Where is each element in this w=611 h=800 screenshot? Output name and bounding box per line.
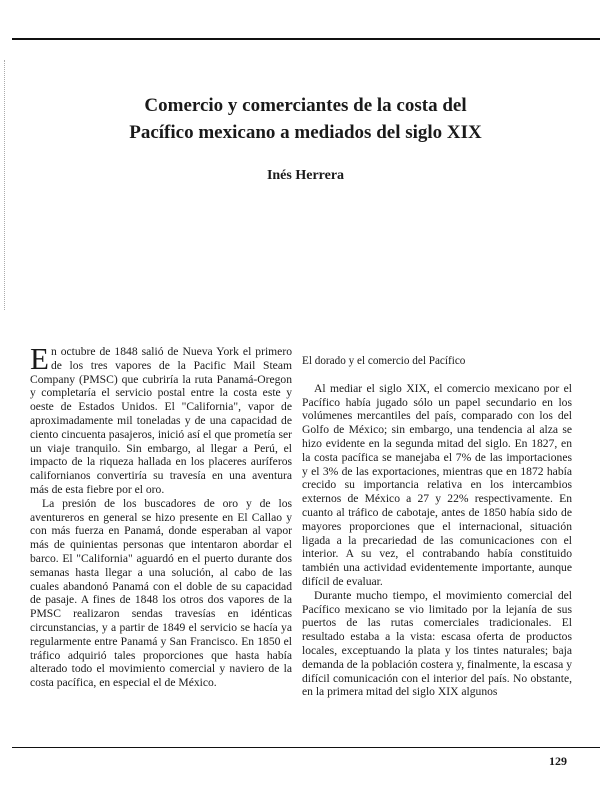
margin-marks	[4, 60, 11, 310]
title-line-1: Comercio y comerciantes de la costa del	[144, 95, 467, 116]
top-rule	[12, 38, 600, 40]
page-number: 129	[549, 754, 567, 768]
paragraph: En octubre de 1848 salió de Nueva York el primero de los tres vapores de la Pacific Mail Steam Company (PMSC) que cubriría la ruta Panamá-Oregon y completaría el servicio postal entre la costa este y oeste de Estados Unidos. El "California", vapor de aproximadamente mil toneladas y de una capacidad de ciento cincuenta pasajeros, inició así el que prometía ser un viaje tranquilo. Sin embargo, al llegar a Perú, el impacto de la riqueza hallada en los placeres auríferos californianos convertiría su travesía en una aventura más de esta fiebre por el oro.	[30, 341, 292, 496]
paragraph: La presión de los buscadores de oro y de los aventureros en general se hizo presente en El Callao y con más fuerza en Panamá, donde esperaban al vapor más de quinientas personas que intentaron abordar el barco. El "California" aguardó en el puerto durante dos semanas hasta llegar a una solución, al cabo de las cuales abandonó Panamá con el doble de su capacidad de pasaje. A fines de 1848 los otros dos vapores de la PMSC realizaron sendas travesías en idénticas circunstancias, y a partir de 1849 el servicio se hacía ya regularmente entre Panamá y San Francisco. En 1850 el tráfico adquirió tales proporciones que hasta había alterado todo el movimiento comercial y naviero de la costa pacífica, en especial el de México.	[30, 496, 292, 690]
paragraph: Al mediar el siglo XIX, el comercio mexicano por el Pacífico había jugado sólo un papel secundario en los volúmenes mercantiles del país, comparado con los del Golfo de México; sin embargo, una tendencia al alza se hizo evidente en la segunda mitad del siglo. En 1827, en la costa pacífica se manejaba el 7% de las importaciones y el 3% de las exportaciones, mientras que en 1872 había crecido su importancia relativa en los intercambios externos de México a 27 y 22% respectivamente. En cuanto al tráfico de cabotaje, antes de 1850 había sido de mayores proporciones que el internacional, situación ligada a la precariedad de las comunicaciones con el interior. A su vez, el contrabando había constituido también una actividad evidentemente importante, aunque difícil de evaluar.	[302, 381, 572, 588]
author-name: Inés Herrera	[266, 168, 345, 183]
section-heading: El dorado y el comercio del Pacífico	[302, 355, 466, 367]
left-column	[30, 341, 292, 690]
bottom-rule	[12, 747, 600, 748]
article-title	[40, 92, 571, 146]
title-line-2: Pacífico mexicano a mediados del siglo XIX	[129, 122, 482, 143]
paragraph: Durante mucho tiempo, el movimiento comercial del Pacífico mexicano se vio limitado por la lejanía de sus puertos de las rutas comerciales tradicionales. El resultado estaba a la vista: escasa oferta de productos locales, exceptuando la plata y los tintes naturales; baja demanda de la población costera y, finalmente, la escasa y difícil comunicación con el interior del país. No obstante, en la primera mitad del siglo XIX algunos	[302, 588, 572, 699]
right-column	[302, 355, 572, 699]
